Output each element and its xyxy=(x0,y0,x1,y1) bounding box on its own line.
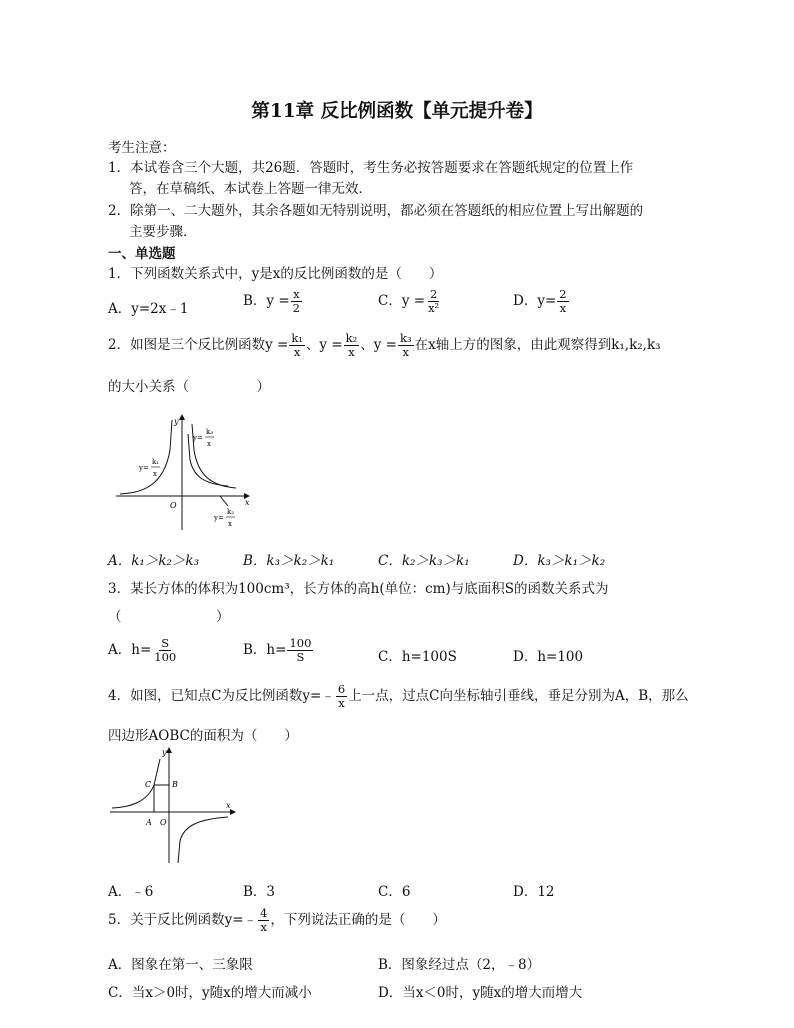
fraction-numerator: S xyxy=(161,636,170,650)
fraction-numerator: k₂ xyxy=(345,331,358,345)
q2-stem-end: 在x轴上方的图象，由此观察得到k₁,k₂,k₃ xyxy=(414,337,661,353)
y-axis-label: y xyxy=(174,417,179,426)
notice-item-1-cont: 答，在草稿纸、本试卷上答题一律无效． xyxy=(129,181,372,197)
fraction-denominator: x xyxy=(402,345,410,359)
q1-option-b-fraction xyxy=(291,288,302,315)
point-c-label: C xyxy=(145,780,152,789)
fraction-numerator: x xyxy=(293,287,300,301)
label-k1-num: k₁ xyxy=(152,458,160,466)
y-axis-label: y xyxy=(162,748,167,757)
q2-stem xyxy=(108,332,661,359)
q1-stem: 1．下列函数关系式中，y是x的反比例函数的是（ ） xyxy=(108,266,443,282)
label-k2-prefix: y= xyxy=(214,514,224,522)
q2-option-b: B．k₃＞k₂＞k₁ xyxy=(243,553,335,569)
q2-stem-start: 2．如图是三个反比例函数y = xyxy=(108,337,289,353)
label-k1-den: x xyxy=(153,470,157,478)
fraction-denominator: 100 xyxy=(154,650,177,664)
origin-label: O xyxy=(170,501,177,510)
fraction-numerator: 2 xyxy=(559,287,567,301)
q3-option-a-fraction xyxy=(152,637,178,664)
q1-option-b xyxy=(243,288,303,315)
q5-stem-end: ，下列说法正确的是（ ） xyxy=(270,912,446,928)
label-k3-den: x xyxy=(207,440,211,448)
fraction-denominator: 2 xyxy=(292,301,300,315)
curve-k1 xyxy=(120,420,172,494)
curve-left xyxy=(112,759,160,808)
q2-option-c: C．k₂＞k₃＞k₁ xyxy=(378,553,470,569)
q2-fraction-k1 xyxy=(289,332,305,359)
q2-stem-cont: 的大小关系（ ） xyxy=(108,379,270,395)
q3-stem-cont: （ ） xyxy=(108,609,230,625)
q4-fraction xyxy=(336,683,347,710)
q4-graph xyxy=(108,745,238,867)
fraction-numerator: 2 xyxy=(429,287,438,301)
q1-option-a: A．y=2x﹣1 xyxy=(108,301,189,317)
fraction-numerator: k₁ xyxy=(291,331,303,345)
fraction-denominator: S xyxy=(296,650,305,664)
y-axis-arrow xyxy=(179,414,185,420)
q5-option-d: D．当x＜0时，y随x的增大而增大 xyxy=(378,985,583,1001)
q2-fraction-k2 xyxy=(344,332,360,359)
fraction-numerator: 6 xyxy=(337,682,346,696)
notice-item-2: 2．除第一、二大题外，其余各题如无特别说明，都必须在答题纸的相应位置上写出解题的 xyxy=(108,203,644,219)
q3-option-b-prefix: B．h= xyxy=(243,642,287,658)
curve-right xyxy=(178,817,228,863)
q3-option-a-prefix: A．h= xyxy=(108,642,152,658)
page-title: 第11章 反比例函数【单元提升卷】 xyxy=(251,101,543,122)
q4-option-b: B．3 xyxy=(243,884,276,900)
q4-stem-start: 4．如图，已知点C为反比例函数y=﹣ xyxy=(108,688,335,704)
point-a-label: A xyxy=(146,818,152,827)
q4-stem xyxy=(108,683,689,710)
q2-graph xyxy=(112,410,252,534)
q5-stem-start: 5．关于反比例函数y=﹣ xyxy=(108,912,258,928)
fraction-denominator: x xyxy=(348,345,355,359)
q4-stem-end: 上一点，过点C向坐标轴引垂线，垂足分别为A，B，那么 xyxy=(348,688,689,704)
q4-option-d: D．12 xyxy=(513,884,555,900)
fraction-denominator: x² xyxy=(428,301,440,315)
q1-option-d-prefix: D．y= xyxy=(513,293,557,309)
q5-stem xyxy=(108,907,446,934)
fraction-denominator: x xyxy=(338,696,345,710)
notice-item-1: 1．本试卷含三个大题，共26题．答题时，考生务必按答题要求在答题纸规定的位置上作 xyxy=(108,160,634,176)
q4-option-a: A．﹣6 xyxy=(108,884,154,900)
q2-separator-1: 、y = xyxy=(305,337,343,353)
section-heading: 一、单选题 xyxy=(108,246,176,262)
q1-option-b-prefix: B．y = xyxy=(243,293,290,309)
q3-stem: 3．某长方体的体积为100cm³，长方体的高h(单位：cm)与底面积S的函数关系式为 xyxy=(108,581,609,597)
fraction-denominator: x xyxy=(260,920,267,934)
origin-label: O xyxy=(160,818,167,827)
q4-stem-cont: 四边形AOBC的面积为（ ） xyxy=(108,728,298,744)
fraction-numerator: k₃ xyxy=(399,331,412,345)
q1-option-c xyxy=(378,288,442,315)
x-axis-label: x xyxy=(226,801,231,810)
label-k3-prefix: y= xyxy=(193,434,203,442)
label-k2-num: k₂ xyxy=(227,508,235,516)
q1-option-d xyxy=(513,288,570,315)
q3-option-b xyxy=(243,637,314,664)
q1-option-d-fraction xyxy=(557,288,568,315)
fraction-denominator: x xyxy=(293,345,301,359)
x-axis-arrow xyxy=(230,809,236,815)
q2-option-d: D．k₃＞k₁＞k₂ xyxy=(513,553,606,569)
q1-option-c-fraction xyxy=(426,288,441,315)
x-axis-label: x xyxy=(245,498,250,507)
label-k3-num: k₃ xyxy=(206,428,214,436)
point-b-label: B xyxy=(172,780,178,789)
fraction-denominator: x xyxy=(559,301,567,315)
notice-item-2-cont: 主要步骤． xyxy=(129,224,197,240)
y-axis-arrow xyxy=(166,747,172,753)
q5-option-a: A．图象在第一、三象限 xyxy=(108,957,253,973)
q2-fraction-k3 xyxy=(398,332,414,359)
q5-fraction xyxy=(258,907,269,934)
q4-option-c: C．6 xyxy=(378,884,411,900)
q5-option-b: B．图象经过点（2，﹣8） xyxy=(378,957,541,973)
fraction-numerator: 4 xyxy=(260,906,268,920)
q2-option-a: A．k₁＞k₂＞k₃ xyxy=(108,553,200,569)
fraction-numerator: 100 xyxy=(289,636,312,650)
q3-option-d: D．h=100 xyxy=(513,649,584,665)
q1-option-c-prefix: C．y = xyxy=(378,293,426,309)
label-k2-den: x xyxy=(228,520,232,528)
q3-option-a xyxy=(108,637,179,664)
label-k1-prefix: y= xyxy=(139,464,149,472)
q5-option-c: C．当x＞0时，y随x的增大而减小 xyxy=(108,985,312,1001)
notice-heading: 考生注意： xyxy=(108,140,176,156)
pointer-k2 xyxy=(220,496,228,506)
q2-separator-2: 、y = xyxy=(360,337,397,353)
q3-option-b-fraction xyxy=(287,637,313,664)
q3-option-c: C．h=100S xyxy=(378,649,457,665)
